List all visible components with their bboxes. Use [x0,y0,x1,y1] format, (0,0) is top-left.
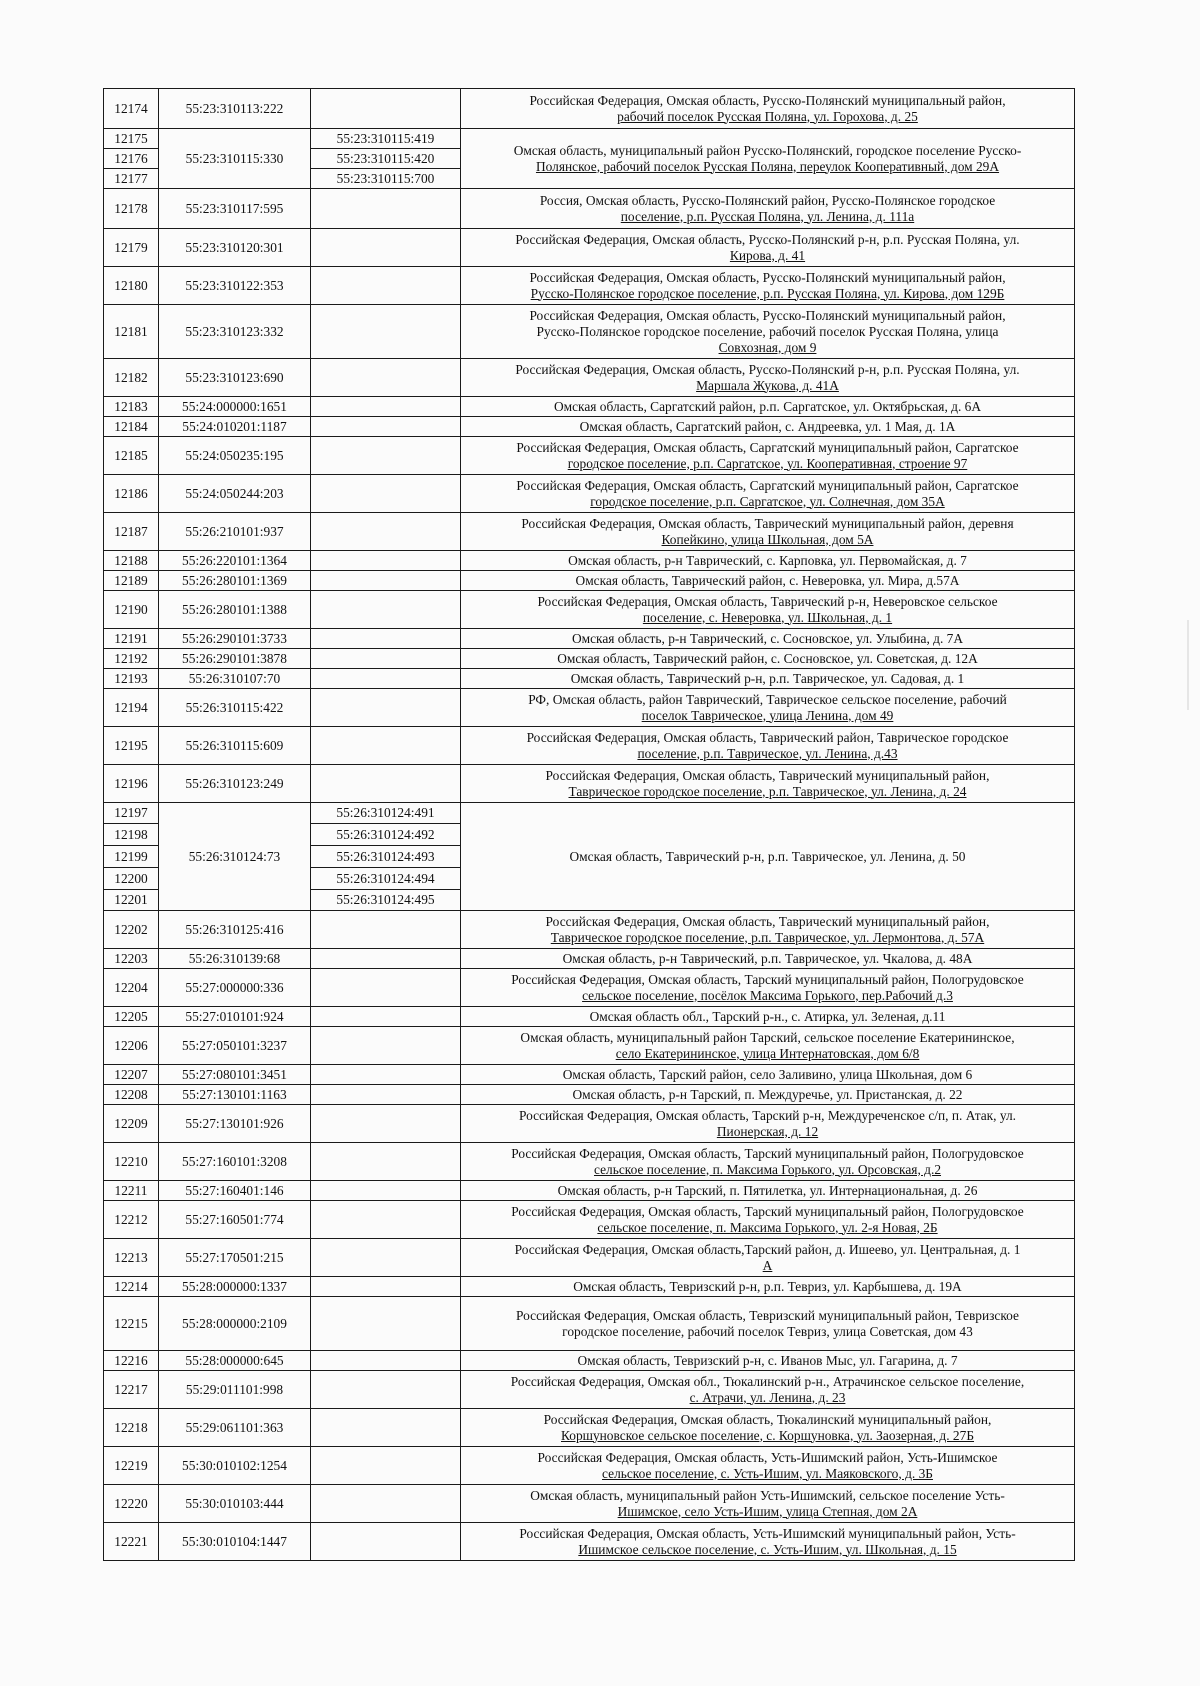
address-line: Русско-Полянское городское поселение, р.п. Русская Поляна, ул. Кирова, дом 129Б [530,285,1005,301]
included-cadastral-number [311,689,461,727]
included-cadastral-number [311,949,461,969]
table-row [104,1485,1075,1523]
cadastral-number: 55:27:050101:3237 [159,1027,311,1065]
address-line: поселение, р.п. Таврическое, ул. Ленина, д.43 [637,745,898,761]
row-number: 12218 [104,1409,159,1447]
row-number: 12208 [104,1085,159,1105]
row-number: 12186 [104,475,159,513]
row-number: 12174 [104,89,159,129]
address-line: Российская Федерация, Омская область, Русско-Полянский р-н, р.п. Русская Поляна, ул. [515,231,1020,247]
object-address [461,1085,1075,1105]
included-cadastral-number: 55:23:310115:700 [311,169,461,189]
object-address [461,267,1075,305]
address-line: РФ, Омская область, район Таврический, Таврическое сельское поселение, рабочий [528,691,1007,707]
address-line: село Екатерининское, улица Интернатовская, дом 6/8 [615,1045,920,1061]
table-row [104,129,1075,149]
object-address [461,1523,1075,1561]
included-cadastral-number [311,267,461,305]
address-line: Российская Федерация, Омская область,Тарский район, д. Ишеево, ул. Центральная, д. 1 [514,1241,1021,1257]
address-line: Российская Федерация, Омская область, Русско-Полянский муниципальный район, [529,269,1006,285]
row-number: 12215 [104,1297,159,1351]
table-row [104,359,1075,397]
address-line: Российская Федерация, Омская область, Таврический муниципальный район, [545,767,990,783]
address-line: Российская Федерация, Омская область, Усть-Ишимский район, Усть-Ишимское [537,1449,998,1465]
table-row [104,629,1075,649]
table-row [104,89,1075,129]
object-address [461,229,1075,267]
address-line: Омская область, муниципальный район Усть-Ишимский, сельское поселение Усть- [530,1487,1005,1503]
object-address [461,1007,1075,1027]
row-number: 12195 [104,727,159,765]
address-line: Российская Федерация, Омская область, Русско-Полянский р-н, р.п. Русская Поляна, ул. [515,361,1020,377]
row-number: 12214 [104,1277,159,1297]
table-row [104,765,1075,803]
row-number: 12190 [104,591,159,629]
object-address [461,1027,1075,1065]
row-number: 12209 [104,1105,159,1143]
included-cadastral-number: 55:26:310124:494 [311,868,461,890]
row-number: 12203 [104,949,159,969]
row-number: 12182 [104,359,159,397]
address-line: Омская область, Саргатский район, р.п. Саргатское, ул. Октябрьская, д. 6А [553,398,982,414]
address-line: Полянское, рабочий поселок Русская Поляна, переулок Кооперативный, дом 29А [535,158,1000,174]
cadastral-register-table [103,88,1075,1561]
address-line: Российская Федерация, Омская область, Тарский муниципальный район, Пологрудовское [511,1203,1024,1219]
address-line: сельское поселение, п. Максима Горького, ул. Орсовская, д.2 [593,1161,942,1177]
included-cadastral-number [311,1277,461,1297]
cadastral-number: 55:23:310123:690 [159,359,311,397]
row-number: 12181 [104,305,159,359]
object-address [461,1201,1075,1239]
included-cadastral-number [311,1297,461,1351]
address-line: Омская область, Таврический р-н, р.п. Таврическое, ул. Садовая, д. 1 [570,670,965,686]
row-number: 12200 [104,868,159,890]
address-line: Омская область, муниципальный район Русско-Полянский, городское поселение Русско- [513,142,1022,158]
cadastral-number: 55:24:050244:203 [159,475,311,513]
address-line: Омская область, р-н Таврический, р.п. Таврическое, ул. Чкалова, д. 48А [562,950,973,966]
address-line: Российская Федерация, Омская область, Усть-Ишимский муниципальный район, Усть- [519,1525,1016,1541]
included-cadastral-number [311,397,461,417]
cadastral-number: 55:27:010101:924 [159,1007,311,1027]
included-cadastral-number [311,1371,461,1409]
object-address [461,305,1075,359]
table-row [104,1027,1075,1065]
address-line: городское поселение, р.п. Саргатское, ул. Солнечная, дом 35А [590,493,945,509]
row-number: 12212 [104,1201,159,1239]
table-row [104,1409,1075,1447]
table-row [104,1447,1075,1485]
included-cadastral-number [311,969,461,1007]
object-address [461,1105,1075,1143]
row-number: 12179 [104,229,159,267]
address-line: Омская область, р-н Таврический, с. Карповка, ул. Первомайская, д. 7 [568,552,967,568]
object-address [461,1239,1075,1277]
address-line: Омская область, Тарский район, село Заливино, улица Школьная, дом 6 [562,1066,973,1082]
included-cadastral-number: 55:26:310124:492 [311,824,461,846]
table-row [104,513,1075,551]
cadastral-number: 55:27:160401:146 [159,1181,311,1201]
object-address [461,669,1075,689]
address-line: Омская область, муниципальный район Тарский, сельское поселение Екатерининское, [520,1029,1015,1045]
object-address [461,571,1075,591]
cadastral-number: 55:26:310107:70 [159,669,311,689]
table-row [104,1065,1075,1085]
object-address [461,437,1075,475]
included-cadastral-number [311,1105,461,1143]
table-row [104,727,1075,765]
scan-edge-mark [1187,620,1189,710]
included-cadastral-number [311,1201,461,1239]
row-number: 12176 [104,149,159,169]
included-cadastral-number [311,1351,461,1371]
table-row [104,1105,1075,1143]
address-line: Российская Федерация, Омская обл., Тюкалинский р-н., Атрачинское сельское поселение, [510,1373,1025,1389]
table-row [104,669,1075,689]
address-line: поселение, с. Неверовка, ул. Школьная, д. 1 [642,609,893,625]
address-line: рабочий поселок Русская Поляна, ул. Горохова, д. 25 [617,108,918,124]
table-row [104,1371,1075,1409]
included-cadastral-number [311,765,461,803]
row-number: 12207 [104,1065,159,1085]
included-cadastral-number [311,359,461,397]
cadastral-number: 55:30:010104:1447 [159,1523,311,1561]
included-cadastral-number [311,727,461,765]
object-address [461,1065,1075,1085]
included-cadastral-number [311,437,461,475]
table-row [104,1297,1075,1351]
address-line: Пионерская, д. 12 [716,1123,819,1139]
included-cadastral-number [311,1027,461,1065]
row-number: 12221 [104,1523,159,1561]
table-row [104,305,1075,359]
address-line: сельское поселение, п. Максима Горького, ул. 2-я Новая, 2Б [597,1219,938,1235]
row-number: 12180 [104,267,159,305]
object-address [461,417,1075,437]
address-line: Российская Федерация, Омская область, Таврический муниципальный район, деревня [521,515,1014,531]
object-address [461,1297,1075,1351]
row-number: 12219 [104,1447,159,1485]
table-row [104,189,1075,229]
row-number: 12189 [104,571,159,591]
included-cadastral-number [311,1007,461,1027]
address-line: поселение, р.п. Русская Поляна, ул. Ленина, д. 111а [620,208,915,224]
cadastral-number: 55:28:000000:2109 [159,1297,311,1351]
object-address [461,359,1075,397]
address-line: Омская область, Саргатский район, с. Андреевка, ул. 1 Мая, д. 1А [579,418,956,434]
address-line: Российская Федерация, Омская область, Тарский муниципальный район, Пологрудовское [511,1145,1024,1161]
included-cadastral-number [311,1181,461,1201]
included-cadastral-number [311,1065,461,1085]
object-address [461,129,1075,189]
included-cadastral-number [311,229,461,267]
cadastral-number: 55:30:010103:444 [159,1485,311,1523]
cadastral-number: 55:27:130101:926 [159,1105,311,1143]
included-cadastral-number [311,417,461,437]
table-row [104,1007,1075,1027]
included-cadastral-number [311,669,461,689]
address-line: Ишимское сельское поселение, с. Усть-Ишим, ул. Школьная, д. 15 [578,1541,957,1557]
object-address [461,765,1075,803]
included-cadastral-number [311,911,461,949]
row-number: 12220 [104,1485,159,1523]
object-address [461,189,1075,229]
object-address [461,89,1075,129]
table-row [104,1201,1075,1239]
included-cadastral-number [311,475,461,513]
included-cadastral-number [311,1523,461,1561]
included-cadastral-number [311,649,461,669]
cadastral-number: 55:23:310117:595 [159,189,311,229]
object-address [461,591,1075,629]
object-address [461,1409,1075,1447]
table-row [104,571,1075,591]
included-cadastral-number: 55:23:310115:419 [311,129,461,149]
address-line: Российская Федерация, Омская область, Тевризский муниципальный район, Тевризское [516,1307,1019,1323]
row-number: 12187 [104,513,159,551]
address-line: Копейкино, улица Школьная, дом 5А [661,531,874,547]
address-line: Омская область, Тевризский р-н, р.п. Тевриз, ул. Карбышева, д. 19А [573,1278,962,1294]
cadastral-number: 55:26:310139:68 [159,949,311,969]
address-line: Омская область, р-н Таврический, с. Сосновское, ул. Улыбина, д. 7А [571,630,964,646]
table-row [104,417,1075,437]
object-address [461,1351,1075,1371]
address-line: городское поселение, р.п. Саргатское, ул. Кооперативная, строение 97 [567,455,968,471]
cadastral-number: 55:23:310115:330 [159,129,311,189]
object-address [461,397,1075,417]
included-cadastral-number: 55:23:310115:420 [311,149,461,169]
row-number: 12192 [104,649,159,669]
address-line: А [762,1257,773,1273]
table-row [104,1143,1075,1181]
included-cadastral-number [311,629,461,649]
address-line: Российская Федерация, Омская область, Русско-Полянский муниципальный район, [529,307,1006,323]
included-cadastral-number [311,1143,461,1181]
table-row [104,267,1075,305]
table-row [104,591,1075,629]
object-address [461,551,1075,571]
included-cadastral-number: 55:26:310124:493 [311,846,461,868]
cadastral-number: 55:23:310123:332 [159,305,311,359]
object-address [461,1485,1075,1523]
address-line: Российская Федерация, Омская область, Тюкалинский муниципальный район, [543,1411,992,1427]
object-address [461,629,1075,649]
cadastral-number: 55:26:290101:3733 [159,629,311,649]
table-body [104,89,1075,1561]
cadastral-number: 55:26:310115:609 [159,727,311,765]
cadastral-number: 55:26:310125:416 [159,911,311,949]
row-number: 12217 [104,1371,159,1409]
included-cadastral-number [311,551,461,571]
object-address [461,949,1075,969]
table-row [104,949,1075,969]
table-row [104,1181,1075,1201]
table-row [104,475,1075,513]
table-row [104,649,1075,669]
table-row [104,1523,1075,1561]
included-cadastral-number [311,1485,461,1523]
included-cadastral-number: 55:26:310124:491 [311,803,461,824]
table-row [104,803,1075,824]
address-line: Российская Федерация, Омская область, Таврический муниципальный район, [545,913,990,929]
row-number: 12197 [104,803,159,824]
address-line: Российская Федерация, Омская область, Таврический район, Таврическое городское [526,729,1009,745]
included-cadastral-number [311,571,461,591]
address-line: Российская Федерация, Омская область, Саргатский муниципальный район, Саргатское [516,477,1019,493]
object-address [461,649,1075,669]
address-line: Ишимское, село Усть-Ишим, улица Степная, дом 2А [617,1503,918,1519]
cadastral-number: 55:23:310113:222 [159,89,311,129]
table-row [104,969,1075,1007]
row-number: 12206 [104,1027,159,1065]
address-line: Совхозная, дом 9 [718,339,817,355]
address-line: Омская область, Таврический район, с. Неверовка, ул. Мира, д.57А [575,572,960,588]
table-row [104,437,1075,475]
row-number: 12196 [104,765,159,803]
address-line: Таврическое городское поселение, р.п. Таврическое, ул. Лермонтова, д. 57А [550,929,985,945]
included-cadastral-number [311,591,461,629]
row-number: 12185 [104,437,159,475]
object-address [461,969,1075,1007]
object-address [461,1277,1075,1297]
table-row [104,229,1075,267]
row-number: 12177 [104,169,159,189]
address-line: Коршуновское сельское поселение, с. Коршуновка, ул. Заозерная, д. 27Б [560,1427,975,1443]
table-row [104,1085,1075,1105]
included-cadastral-number [311,89,461,129]
included-cadastral-number [311,1239,461,1277]
row-number: 12205 [104,1007,159,1027]
object-address [461,1143,1075,1181]
row-number: 12204 [104,969,159,1007]
cadastral-number: 55:29:011101:998 [159,1371,311,1409]
row-number: 12211 [104,1181,159,1201]
included-cadastral-number [311,1447,461,1485]
address-line: Российская Федерация, Омская область, Таврический р-н, Неверовское сельское [537,593,998,609]
cadastral-number: 55:26:280101:1369 [159,571,311,591]
address-line: Русско-Полянское городское поселение, рабочий поселок Русская Поляна, улица [536,323,999,339]
table-row [104,1277,1075,1297]
address-line: Омская область, Тевризский р-н, с. Иванов Мыс, ул. Гагарина, д. 7 [577,1352,958,1368]
row-number: 12183 [104,397,159,417]
table-row [104,551,1075,571]
row-number: 12184 [104,417,159,437]
row-number: 12201 [104,890,159,911]
row-number: 12191 [104,629,159,649]
row-number: 12213 [104,1239,159,1277]
object-address [461,689,1075,727]
address-line: Российская Федерация, Омская область, Саргатский муниципальный район, Саргатское [516,439,1019,455]
table-row [104,1351,1075,1371]
row-number: 12198 [104,824,159,846]
cadastral-number: 55:26:220101:1364 [159,551,311,571]
address-line: поселок Таврическое, улица Ленина, дом 49 [641,707,894,723]
object-address [461,803,1075,911]
row-number: 12175 [104,129,159,149]
address-line: Кирова, д. 41 [729,247,806,263]
address-line: Омская область, Таврический район, с. Сосновское, ул. Советская, д. 12А [557,650,978,666]
address-line: сельское поселение, с. Усть-Ишим, ул. Маяковского, д. 3Б [602,1465,933,1481]
cadastral-number: 55:28:000000:1337 [159,1277,311,1297]
row-number: 12178 [104,189,159,229]
row-number: 12202 [104,911,159,949]
cadastral-number: 55:27:170501:215 [159,1239,311,1277]
row-number: 12216 [104,1351,159,1371]
cadastral-number: 55:26:210101:937 [159,513,311,551]
included-cadastral-number [311,1085,461,1105]
row-number: 12199 [104,846,159,868]
address-line: Таврическое городское поселение, р.п. Таврическое, ул. Ленина, д. 24 [568,783,967,799]
object-address [461,513,1075,551]
address-line: Россия, Омская область, Русско-Полянский район, Русско-Полянское городское [539,192,996,208]
included-cadastral-number [311,189,461,229]
cadastral-number: 55:24:000000:1651 [159,397,311,417]
address-line: сельское поселение, посёлок Максима Горького, пер.Рабочий д.3 [582,987,953,1003]
address-line: Омская область обл., Тарский р-н., с. Атирка, ул. Зеленая, д.11 [589,1008,946,1024]
address-line: Омская область, р-н Тарский, п. Междуречье, ул. Пристанская, д. 22 [572,1086,963,1102]
table-row [104,1239,1075,1277]
address-line: городское поселение, рабочий поселок Тевриз, улица Советская, дом 43 [562,1323,973,1339]
included-cadastral-number [311,513,461,551]
table-row [104,911,1075,949]
row-number: 12193 [104,669,159,689]
object-address [461,1181,1075,1201]
object-address [461,911,1075,949]
cadastral-number: 55:27:130101:1163 [159,1085,311,1105]
cadastral-number: 55:23:310122:353 [159,267,311,305]
row-number: 12210 [104,1143,159,1181]
cadastral-number: 55:24:050235:195 [159,437,311,475]
address-line: Российская Федерация, Омская область, Тарский муниципальный район, Пологрудовское [511,971,1024,987]
address-line: Российская Федерация, Омская область, Тарский р-н, Междуреченское с/п, п. Атак, ул. [518,1107,1017,1123]
cadastral-number: 55:27:000000:336 [159,969,311,1007]
included-cadastral-number: 55:26:310124:495 [311,890,461,911]
cadastral-number: 55:26:310115:422 [159,689,311,727]
row-number: 12188 [104,551,159,571]
cadastral-number: 55:26:280101:1388 [159,591,311,629]
cadastral-number: 55:27:160501:774 [159,1201,311,1239]
table-row [104,689,1075,727]
cadastral-number: 55:26:310123:249 [159,765,311,803]
cadastral-number: 55:26:290101:3878 [159,649,311,669]
cadastral-number: 55:27:080101:3451 [159,1065,311,1085]
object-address [461,1371,1075,1409]
address-line: Российская Федерация, Омская область, Русско-Полянский муниципальный район, [529,92,1006,108]
cadastral-number: 55:26:310124:73 [159,803,311,911]
address-line: Омская область, р-н Тарский, п. Пятилетка, ул. Интернациональная, д. 26 [557,1182,978,1198]
included-cadastral-number [311,305,461,359]
object-address [461,727,1075,765]
object-address [461,475,1075,513]
address-line: Маршала Жукова, д. 41А [696,377,839,393]
included-cadastral-number [311,1409,461,1447]
cadastral-number: 55:28:000000:645 [159,1351,311,1371]
object-address [461,1447,1075,1485]
cadastral-number: 55:30:010102:1254 [159,1447,311,1485]
row-number: 12194 [104,689,159,727]
cadastral-number: 55:24:010201:1187 [159,417,311,437]
cadastral-number: 55:23:310120:301 [159,229,311,267]
address-line: Омская область, Таврический р-н, р.п. Таврическое, ул. Ленина, д. 50 [569,848,966,864]
cadastral-number: 55:27:160101:3208 [159,1143,311,1181]
table-row [104,397,1075,417]
cadastral-number: 55:29:061101:363 [159,1409,311,1447]
address-line: с. Атрачи, ул. Ленина, д. 23 [689,1389,846,1405]
